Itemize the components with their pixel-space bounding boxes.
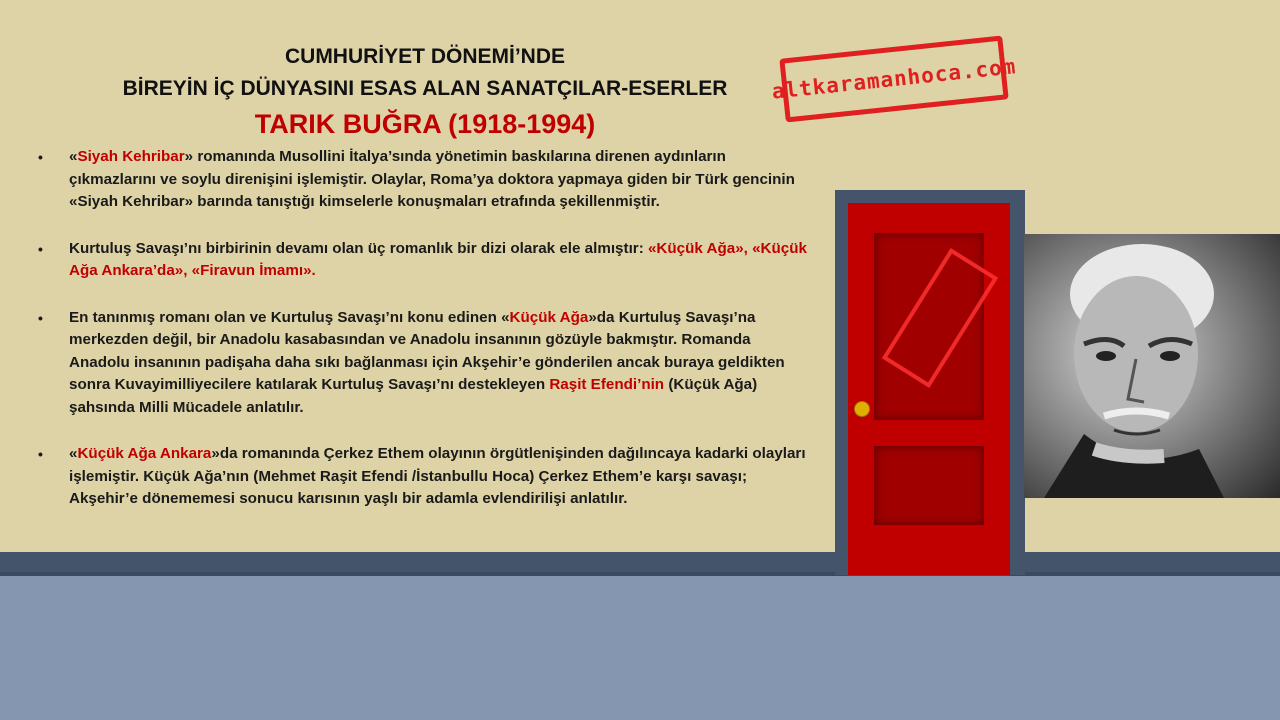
portrait-illustration	[1024, 234, 1280, 498]
bullet-text: «	[69, 445, 78, 462]
author-title: TARIK BUĞRA (1918-1994)	[254, 109, 596, 139]
floor-edge	[0, 572, 1280, 576]
bullet-text: (Küçük Ağa) şahsında Milli Mücadele anlatılır.	[69, 376, 758, 416]
highlighted-title: Küçük Ağa	[509, 308, 589, 326]
bullet-text: Kurtuluş Savaşı’nı birbirinin devamı olan üç romanlık bir dizi olarak ele almıştır:	[69, 239, 648, 257]
bullet-text: » romanında Musollini İtalya’sında yönetimin baskılarına direnen aydınların çıkmazlarını ve soylu direnişini işlemiştir. Olaylar, Roma’ya doktora yapmaya giden bir Türk gencinin «Siyah Kehribar» barında tanıştığı kimselerle konuşmaları etrafında şekillenmiştir.	[69, 148, 795, 210]
bullet-marker-icon: •	[38, 149, 43, 165]
title-line-1: CUMHURİYET DÖNEMİ’NDE	[284, 45, 565, 68]
bullet-text: «	[69, 148, 78, 165]
bullet-text: »da Kurtuluş Savaşı’na merkezden değil, bir Anadolu kasabasından ve Anadolu insanının gözüyle bakmıştır. Romanda Anadolu insanının padişaha daha sıkı bağlanması için Akşehir’e gönderilen ancak buraya geldikten sonra Kuvayimilliyecilere katılarak Kurtuluş Savaşı’nı destekleyen	[69, 308, 785, 393]
bullet-marker-icon: •	[38, 446, 43, 462]
bullet-list	[36, 146, 811, 535]
highlighted-title: Küçük Ağa Ankara	[77, 445, 212, 462]
highlighted-title: «Küçük Ağa», «Küçük Ağa Ankara’da», «Firavun İmamı».	[69, 239, 807, 279]
bullet-item	[36, 443, 811, 511]
highlighted-title: Raşit Efendi’nin	[549, 376, 665, 393]
door-panel-bottom	[874, 446, 984, 525]
bullet-marker-icon: •	[38, 240, 43, 257]
bullet-item	[36, 307, 811, 420]
site-logo-text: altkaramanhoca.com	[770, 54, 1018, 104]
wall-baseboard	[0, 552, 1280, 572]
author-portrait-photo	[1024, 234, 1280, 498]
highlighted-title: Siyah Kehribar	[77, 148, 185, 165]
bullet-text: En tanınmış romanı olan ve Kurtuluş Savaşı’nı konu edinen «	[69, 308, 510, 326]
bullet-text: »da romanında Çerkez Ethem olayının örgütlenişinden dağılıncaya kadarki olayları işlemiştir. Küçük Ağa’nın (Mehmet Raşit Efendi /İstanbullu Hoca) Çerkez Ethem’e karşı savaşı; Akşehir’e dönememesi sonucu karısının yaşlı bir adamla evlendirilişi anlatılır.	[69, 445, 806, 507]
bullet-item	[36, 146, 811, 214]
floor	[0, 572, 1280, 720]
title-line-2: BİREYİN İÇ DÜNYASINI ESAS ALAN SANATÇILAR-ESERLER	[122, 77, 728, 100]
door-knob-icon	[855, 402, 869, 416]
bullet-marker-icon: •	[38, 309, 43, 326]
bullet-item	[36, 238, 811, 283]
